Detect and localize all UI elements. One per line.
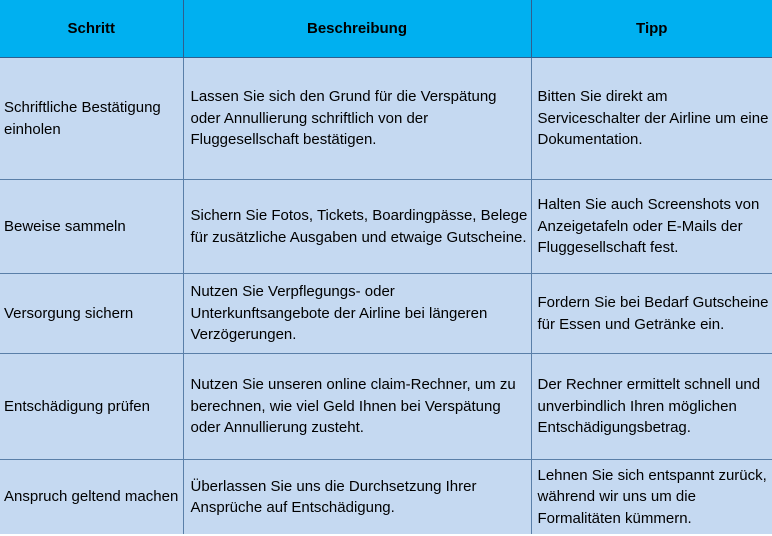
column-header-step: Schritt [0,0,183,58]
table-row [0,180,772,274]
description-cell: Überlassen Sie uns die Durchsetzung Ihrer Ansprüche auf Entschädigung. [183,460,531,535]
step-cell: Beweise sammeln [0,180,183,274]
column-header-description: Beschreibung [183,0,531,58]
table-row [0,58,772,180]
tip-cell: Fordern Sie bei Bedarf Gutscheine für Essen und Getränke ein. [531,274,772,354]
table-row [0,354,772,460]
step-cell: Versorgung sichern [0,274,183,354]
description-cell: Nutzen Sie unseren online claim-Rechner, um zu berechnen, wie viel Geld Ihnen bei Verspätung oder Annullierung zusteht. [183,354,531,460]
table-row [0,460,772,535]
step-cell: Anspruch geltend machen [0,460,183,535]
table-row [0,274,772,354]
description-cell: Nutzen Sie Verpflegungs- oder Unterkunftsangebote der Airline bei längeren Verzögerungen. [183,274,531,354]
description-cell: Sichern Sie Fotos, Tickets, Boardingpässe, Belege für zusätzliche Ausgaben und etwaige Gutscheine. [183,180,531,274]
description-cell: Lassen Sie sich den Grund für die Verspätung oder Annullierung schriftlich von der Fluggesellschaft bestätigen. [183,58,531,180]
tip-cell: Bitten Sie direkt am Serviceschalter der Airline um eine Dokumentation. [531,58,772,180]
table-header-row [0,0,772,58]
step-cell: Schriftliche Bestätigung einholen [0,58,183,180]
tip-cell: Lehnen Sie sich entspannt zurück, während wir uns um die Formalitäten kümmern. [531,460,772,535]
tip-cell: Halten Sie auch Screenshots von Anzeigetafeln oder E-Mails der Fluggesellschaft fest. [531,180,772,274]
column-header-tip: Tipp [531,0,772,58]
tip-cell: Der Rechner ermittelt schnell und unverbindlich Ihren möglichen Entschädigungsbetrag. [531,354,772,460]
step-cell: Entschädigung prüfen [0,354,183,460]
